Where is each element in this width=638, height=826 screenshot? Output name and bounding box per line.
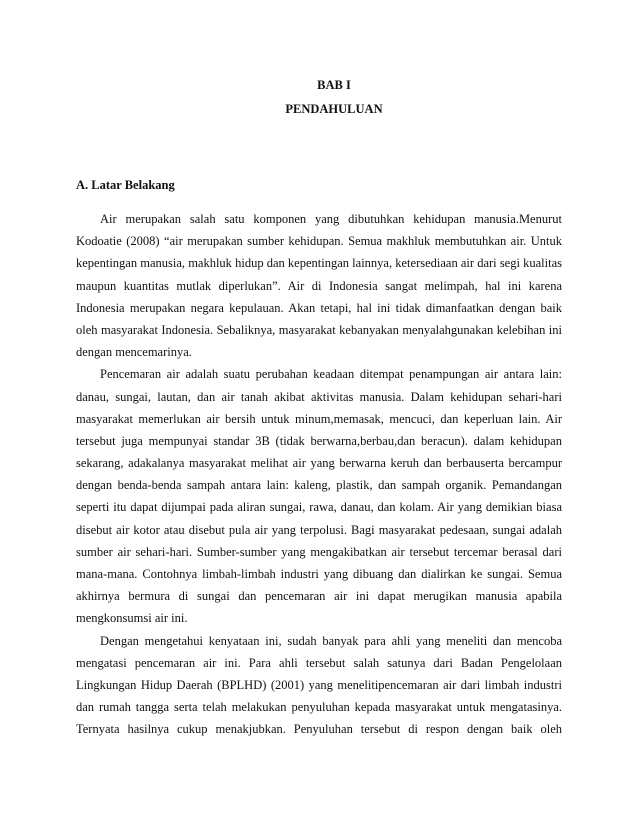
text-line: seperti itu dapat dijumpai pada aliran sungai, rawa, danau, dan kolam. Air yang demikian biasa: [76, 500, 562, 515]
text-line: disebut air kotor atau disebut pula air yang terpolusi. Bagi masyarakat pedesaan, sungai adalah: [76, 522, 562, 537]
text-line: Air merupakan salah satu komponen yang dibutuhkan kehidupan manusia.Menurut: [100, 212, 562, 226]
text-line: danau, sungai, lautan, dan air tanah akibat aktivitas manusia. Dalam kehidupan sehari-hari: [76, 389, 562, 404]
text-line: mana-mana. Contohnya limbah-limbah industri yang dibuang dan dialirkan ke sungai. Semua: [76, 567, 562, 581]
text-line: Ternyata hasilnya cukup menakjubkan. Penyuluhan tersebut di respon dengan baik oleh: [76, 722, 562, 737]
text-line: dengan benda-benda sampah antara lain: kaleng, plastik, dan sampah organik. Pemandangan: [76, 478, 562, 493]
body-text: [76, 208, 562, 741]
text-line: dan rumah tangga serta telah melakukan penyuluhan kepada masyarakat untuk mengatasinya.: [76, 700, 562, 715]
text-line: akhirnya bermura di sungai dan pencemaran air ini dapat merugikan manusia apabila: [76, 589, 562, 604]
text-line: Dengan mengetahui kenyataan ini, sudah banyak para ahli yang meneliti dan mencoba: [100, 633, 562, 648]
text-line: tersebut juga mempunyai standar 3B (tidak berwarna,berbau,dan beracun). dalam kehidupan: [76, 433, 562, 448]
paragraph: [76, 630, 562, 741]
text-line: Lingkungan Hidup Daerah (BPLHD) (2001) yang menelitipencemaran air dari limbah industri: [76, 677, 562, 692]
text-line: sekarang, adakalanya masyarakat melihat air yang berwarna keruh dan berbauserta bercampur: [76, 456, 562, 471]
paragraph: [76, 208, 562, 363]
text-line: oleh masyarakat Indonesia. Sebaliknya, masyarakat kebanyakan menyalahgunakan kelebihan ini: [76, 322, 562, 337]
chapter-title: PENDAHULUAN: [285, 102, 383, 116]
text-line: Kodoatie (2008) “air merupakan sumber kehidupan. Semua makhluk membutuhkan air. Untuk: [76, 234, 562, 249]
paragraph: [76, 363, 562, 629]
text-line: mengkonsumsi air ini.: [76, 611, 188, 626]
chapter-number: BAB I: [317, 78, 351, 92]
text-line: maupun kuantitas mutlak diperlukan”. Air di Indonesia sangat melimpah, hal ini karena: [76, 278, 562, 293]
text-line: dengan mencemarinya.: [76, 345, 192, 360]
section-heading: A. Latar Belakang: [76, 178, 175, 192]
text-line: Pencemaran air adalah suatu perubahan keadaan ditempat penampungan air antara lain:: [100, 367, 562, 382]
text-line: Indonesia merupakan negara kepulauan. Akan tetapi, hal ini tidak dimanfaatkan dengan baik: [76, 300, 562, 315]
text-line: sumber air sehari-hari. Sumber-sumber yang mengakibatkan air tersebut tercemar berasal dari: [76, 544, 562, 559]
text-line: masyarakat memerlukan air bersih untuk minum,memasak, mencuci, dan keperluan lain. Air: [76, 411, 562, 426]
text-line: mengatasi pencemaran air ini. Para ahli tersebut salah satunya dari Badan Pengelolaan: [76, 655, 562, 670]
text-line: kepentingan manusia, makhluk hidup dan kepentingan lainnya, ketersediaan air dari segi kualitas: [76, 256, 562, 271]
